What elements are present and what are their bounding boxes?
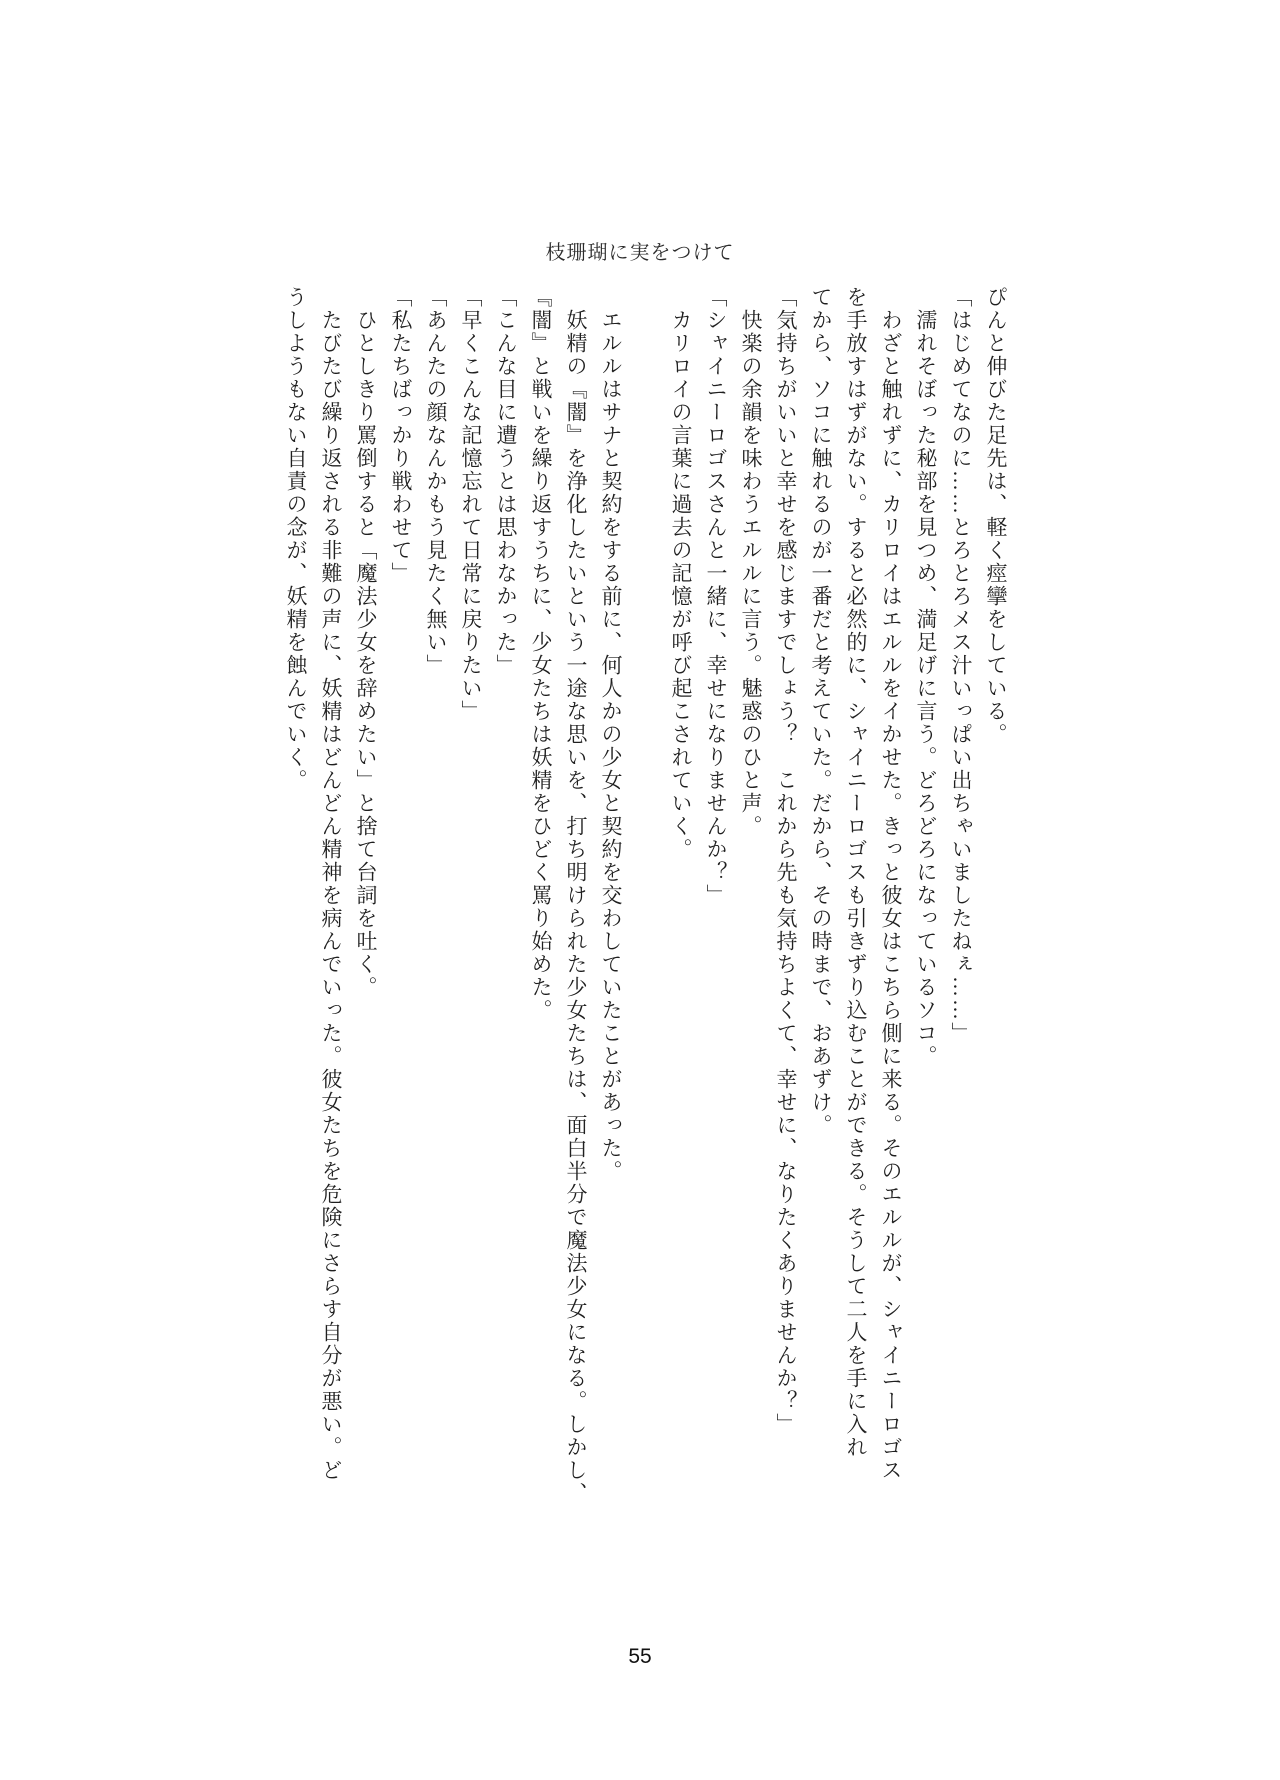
text-line: エルルはサナと契約をする前に、何人かの少女と契約を交わしていたことがあった。 (599, 286, 623, 1183)
text-line: たびたび繰り返される非難の声に、妖精はどんどん精神を病んでいった。彼女たちを危険にさらす自分が悪い。ど (319, 286, 343, 1482)
text-line: カリロイの言葉に過去の記憶が呼び起こされていく。 (669, 286, 693, 861)
text-line: 「はじめてなのに……とろとろメス汁いっぱい出ちゃいましたねぇ……」 (949, 286, 973, 1045)
text-line: 「こんな目に遭うとは思わなかった」 (494, 286, 518, 677)
text-line (628, 286, 663, 1491)
text-line: 濡れそぼった秘部を見つめ、満足げに言う。どろどろになっているソコ。 (914, 286, 938, 1068)
text-line: 「早くこんな記憶忘れて日常に戻りたい」 (459, 286, 483, 723)
text-line: を手放すはずがない。すると必然的に、シャイニーロゴスも引きずり込むことができる。そうして二人を手に入れ (844, 286, 868, 1459)
page-number: 55 (628, 1645, 652, 1668)
page-header-title: 枝珊瑚に実をつけて (545, 242, 735, 264)
text-line: わざと触れずに、カリロイはエルルをイかせた。きっと彼女はこちら側に来る。そのエルルが、シャイニーロゴス (879, 286, 903, 1482)
text-line: 『闇』と戦いを繰り返すうちに、少女たちは妖精をひどく罵り始めた。 (529, 286, 553, 1022)
text-line: てから、ソコに触れるのが一番だと考えていた。だから、その時まで、おあずけ。 (809, 286, 833, 1137)
text-line: 妖精の『闇』を浄化したいという一途な思いを、打ち明けられた少女たちは、面白半分で魔法少女になる。しかし、 (564, 286, 588, 1505)
text-line: 「気持ちがいいと幸せを感じますでしょう？ これから先も気持ちよくて、幸せに、なりたくありませんか？」 (774, 286, 798, 1436)
text-line: 「シャイニーロゴスさんと一緒に、幸せになりませんか？」 (704, 286, 728, 907)
text-line: 快楽の余韻を味わうエルルに言う。魅惑のひと声。 (739, 286, 763, 838)
text-line: ぴんと伸びた足先は、軽く痙攣をしている。 (984, 286, 1008, 746)
text-line: 「私たちばっかり戦わせて」 (389, 286, 413, 585)
text-line: うしようもない自責の念が、妖精を蝕んでいく。 (284, 286, 308, 792)
text-line: 「あんたの顔なんかもう見たく無い」 (424, 286, 448, 677)
text-block (243, 286, 1013, 1505)
text-line: ひとしきり罵倒すると「魔法少女を辞めたい」と捨て台詞を吐く。 (354, 286, 378, 999)
